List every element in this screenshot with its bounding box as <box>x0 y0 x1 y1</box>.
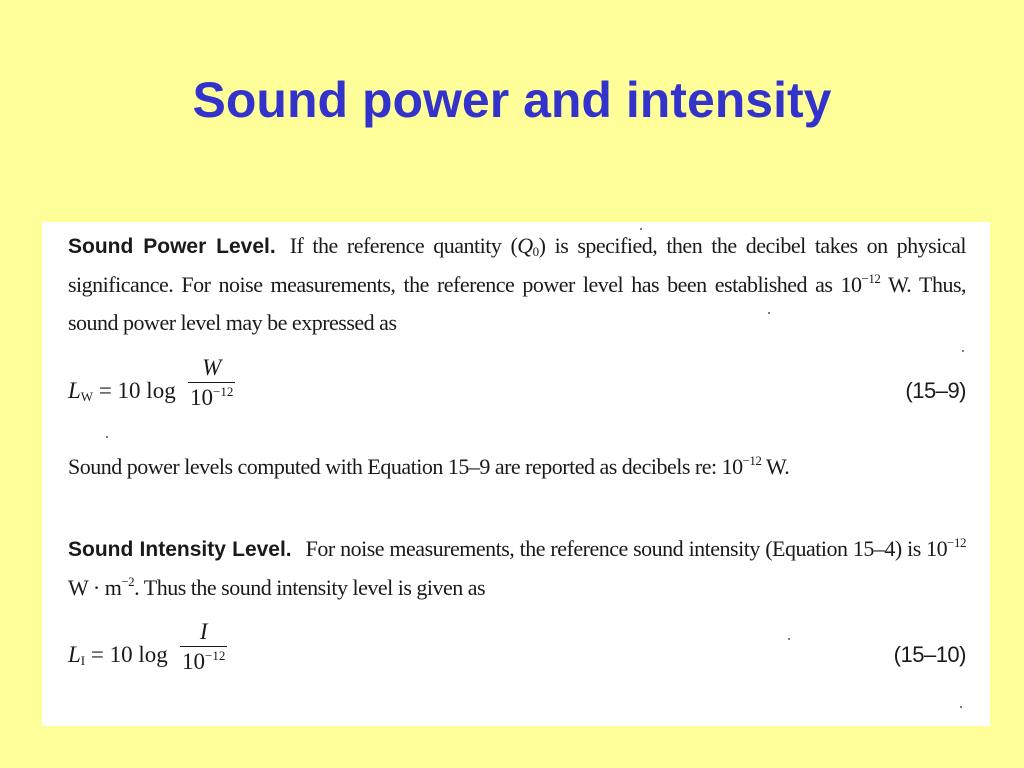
li-symbol: L <box>68 642 81 667</box>
q-symbol: Q <box>517 233 533 258</box>
equation-number: (15–9) <box>905 378 966 403</box>
denominator-base: 10 <box>190 385 213 410</box>
scan-speck <box>106 436 108 438</box>
fraction-denominator <box>188 382 235 413</box>
scan-speck <box>640 228 642 230</box>
sound-intensity-heading: Sound Intensity Level. <box>68 538 292 561</box>
area-exponent: −2 <box>121 574 135 589</box>
sound-power-note-text-b: W. <box>761 454 790 479</box>
fraction-numerator: W <box>202 355 222 380</box>
equation-15-9-fraction <box>188 354 235 413</box>
lw-subscript: W <box>80 389 94 404</box>
note-exponent: −12 <box>742 453 762 468</box>
sound-intensity-paragraph <box>68 530 966 607</box>
denominator-exponent: −12 <box>205 648 226 663</box>
equation-15-10-lhs <box>68 642 168 668</box>
li-rhs-prefix: = 10 log <box>85 642 168 667</box>
scan-speck <box>962 350 964 352</box>
li-subscript: I <box>80 653 86 668</box>
sound-power-text-c: W. Thus, sound power level may be expressed as <box>68 272 966 335</box>
sound-power-note-text-a: Sound power levels computed with Equation 15–9 are reported as decibels re: 10 <box>68 454 743 479</box>
equation-15-9 <box>68 354 966 424</box>
equation-15-10-fraction <box>180 618 227 677</box>
sound-power-heading: Sound Power Level. <box>68 235 276 258</box>
intensity-ref-exponent: −12 <box>947 535 966 550</box>
scan-speck <box>788 638 790 640</box>
sound-intensity-text-a: For noise measurements, the reference sound intensity (Equation 15–4) is 10 <box>305 536 948 561</box>
equation-number: (15–10) <box>893 642 966 667</box>
sound-power-text-a: If the reference quantity ( <box>289 233 518 258</box>
lw-symbol: L <box>68 378 81 403</box>
q-subscript: 0 <box>532 244 539 259</box>
equation-15-10 <box>68 618 966 688</box>
fraction-denominator <box>180 646 227 677</box>
denominator-base: 10 <box>182 649 205 674</box>
power-ref-exponent: −12 <box>861 271 881 286</box>
sound-power-note <box>68 448 966 486</box>
scan-speck <box>960 706 962 708</box>
equation-15-9-lhs <box>68 378 176 404</box>
sound-intensity-text-b: W · m <box>68 575 122 600</box>
sound-intensity-text-c: . Thus the sound intensity level is given as <box>134 575 486 600</box>
sound-power-paragraph <box>68 227 966 342</box>
denominator-exponent: −12 <box>213 384 234 399</box>
textbook-excerpt <box>42 222 990 726</box>
scan-speck <box>768 312 770 314</box>
slide-title: Sound power and intensity <box>192 72 832 128</box>
sound-power-text-b: ) is specified, then the decibel takes on physical significance. For noise measurements, the reference power level has been established as 10 <box>68 233 966 297</box>
fraction-numerator: I <box>199 619 208 644</box>
lw-rhs-prefix: = 10 log <box>93 378 176 403</box>
